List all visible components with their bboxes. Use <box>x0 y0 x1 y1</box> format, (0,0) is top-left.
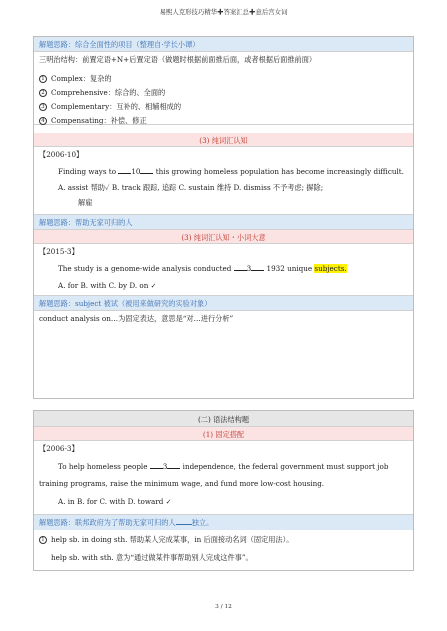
list-item: 1 Complex：复杂的 <box>39 74 112 83</box>
grammar-section-box <box>33 410 414 571</box>
page-number: 3 / 12 <box>215 604 232 610</box>
tip-label: 解题思路： <box>39 218 75 227</box>
answer-options: A. for B. with C. by D. on ✓ <box>58 281 157 290</box>
question-stem: To help homeless people 3 independence, the federal government must support job <box>58 462 389 471</box>
question-2006-3 <box>34 441 413 515</box>
subsection-title: (1) 固定搭配 <box>34 427 413 441</box>
page-header: 易熙人克形技巧精华✚答案汇总✚意后宫女词 <box>159 8 288 16</box>
tip-row <box>34 515 413 530</box>
number-circle: 4 <box>39 117 47 125</box>
note-row <box>34 311 413 326</box>
question-stem-line2: training programs, raise the minimum wage, and fund more low-cost housing. <box>39 479 325 488</box>
question-tag: 【2006-10】 <box>39 150 84 159</box>
question-tag: 【2015-3】 <box>39 247 79 256</box>
list-item: 2 Comprehensive：综合的、全面的 <box>39 88 165 97</box>
comprehensive-list <box>34 52 413 125</box>
list-item: 3 Complementary：互补的、相辅相成的 <box>39 102 181 111</box>
tip-label: 解题思路： <box>39 40 75 49</box>
tip-row <box>34 296 413 311</box>
tip-text: 帮助无家可归的人 <box>75 218 133 227</box>
vocab-section-box <box>33 36 414 399</box>
note-text: conduct analysis on…为固定表达，意思是“对…进行分析” <box>39 314 234 323</box>
sandwich-structure: 三明治结构：前置定语+N+后置定语（做题时根据前面推后面，或者根据后面推前面） <box>39 55 317 64</box>
explanation-point: help sb. with sth. 意为“通过做某件事帮助别人完成这件事”。 <box>51 553 253 562</box>
section-title: (二) 语法结构题 <box>34 411 413 427</box>
question-2006-10 <box>34 147 413 215</box>
answer-options-wrap: 解雇 <box>78 198 93 207</box>
answer-options: A. in B. for C. with D. toward ✓ <box>58 497 172 506</box>
block-title-pure-vocab: (3) 纯词汇认知 <box>34 133 413 147</box>
tip-text: 联邦政府为了帮助无家可归的人 独立。 <box>75 518 214 527</box>
number-circle: 2 <box>39 89 47 97</box>
list-item: 4 Compensating：补偿、修正 <box>39 116 147 125</box>
number-circle: 1 <box>39 536 47 544</box>
answer-options: A. assist 帮助✓ B. track 跟踪, 追踪 C. sustain 维持 D. dismiss 不予考虑; 摒除; <box>58 183 324 192</box>
question-stem: Finding ways to 10 this growing homeless population has become increasingly difficult. <box>58 167 404 176</box>
question-stem: The study is a genome-wide analysis conducted 3 1932 unique subjects. <box>58 264 347 273</box>
explanation-point: 1 help sb. in doing sth. 帮助某人完成某事，in 后面接动名词（固定用法）。 <box>39 535 293 544</box>
tip-row <box>34 37 413 52</box>
tip-row <box>34 215 413 230</box>
highlighted-word: subjects. <box>314 264 347 273</box>
number-circle: 3 <box>39 103 47 111</box>
tip-label: 解题思路： <box>39 299 75 308</box>
question-tag: 【2006-3】 <box>39 444 79 453</box>
explanation-block <box>34 515 413 571</box>
tip-text: subject 被试（被用来做研究的实验对象） <box>75 299 212 308</box>
tip-text: 综合全面性的项目（整理自·学长小谭） <box>75 40 200 49</box>
number-circle: 1 <box>39 75 47 83</box>
tip-label: 解题思路： <box>39 518 75 527</box>
block-title-small-words: (3) 纯词汇认知・小词大意 <box>34 230 413 244</box>
question-2015-3 <box>34 244 413 296</box>
